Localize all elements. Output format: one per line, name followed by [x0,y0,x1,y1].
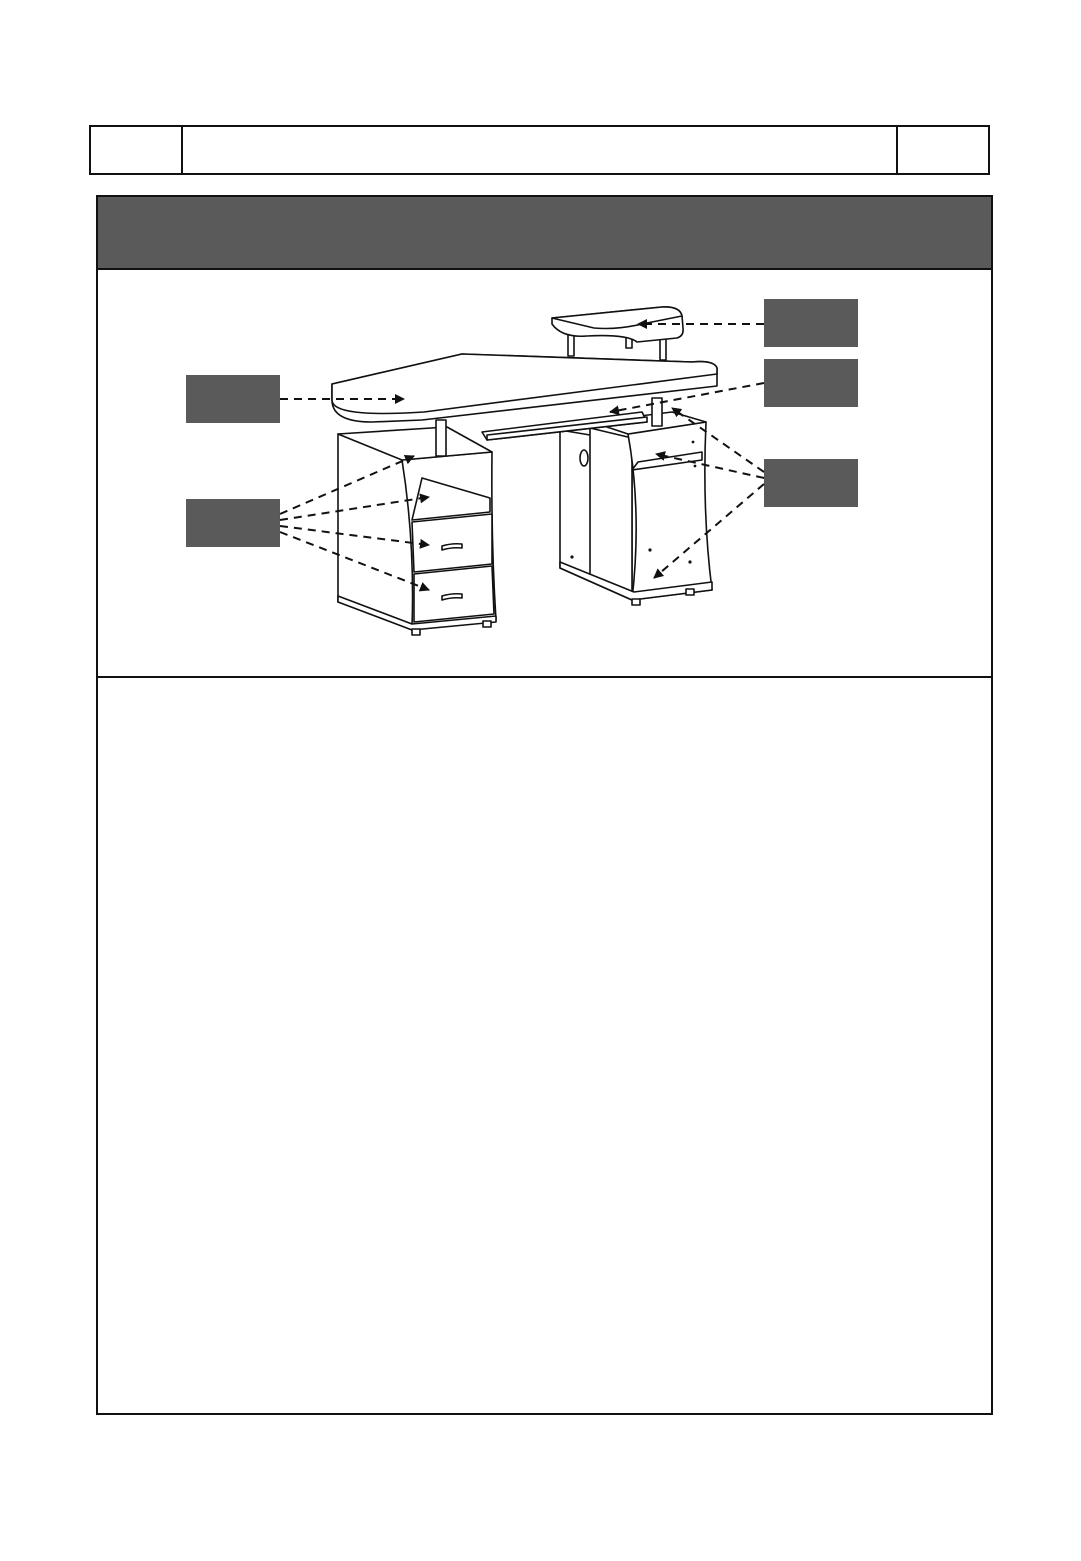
header-table [89,125,990,175]
post-left [436,420,446,456]
right-pedestal-front [628,422,712,600]
cable-hole [580,450,588,466]
desk-illustration [98,270,991,676]
right-divider-panel [590,428,632,598]
left-foot-1 [412,629,420,635]
callout-box-right-pedestal [764,459,858,507]
callout-box-top-shelf [764,299,858,347]
right-foot-1 [632,599,640,605]
header-cell-left [91,127,183,173]
header-cell-right [898,127,988,173]
callout-box-left-pedestal [186,499,280,547]
drawer-upper [412,514,492,572]
header-cell-middle [183,127,898,173]
callout-box-keyboard-tray [764,359,858,407]
left-foot-2 [483,621,491,627]
right-foot-2 [686,589,694,595]
section-header-bar [98,197,991,270]
content-panel [96,195,993,1415]
instructions-area [98,678,991,1413]
desk-illustration-area [98,270,991,678]
callout-box-desktop [186,375,280,423]
